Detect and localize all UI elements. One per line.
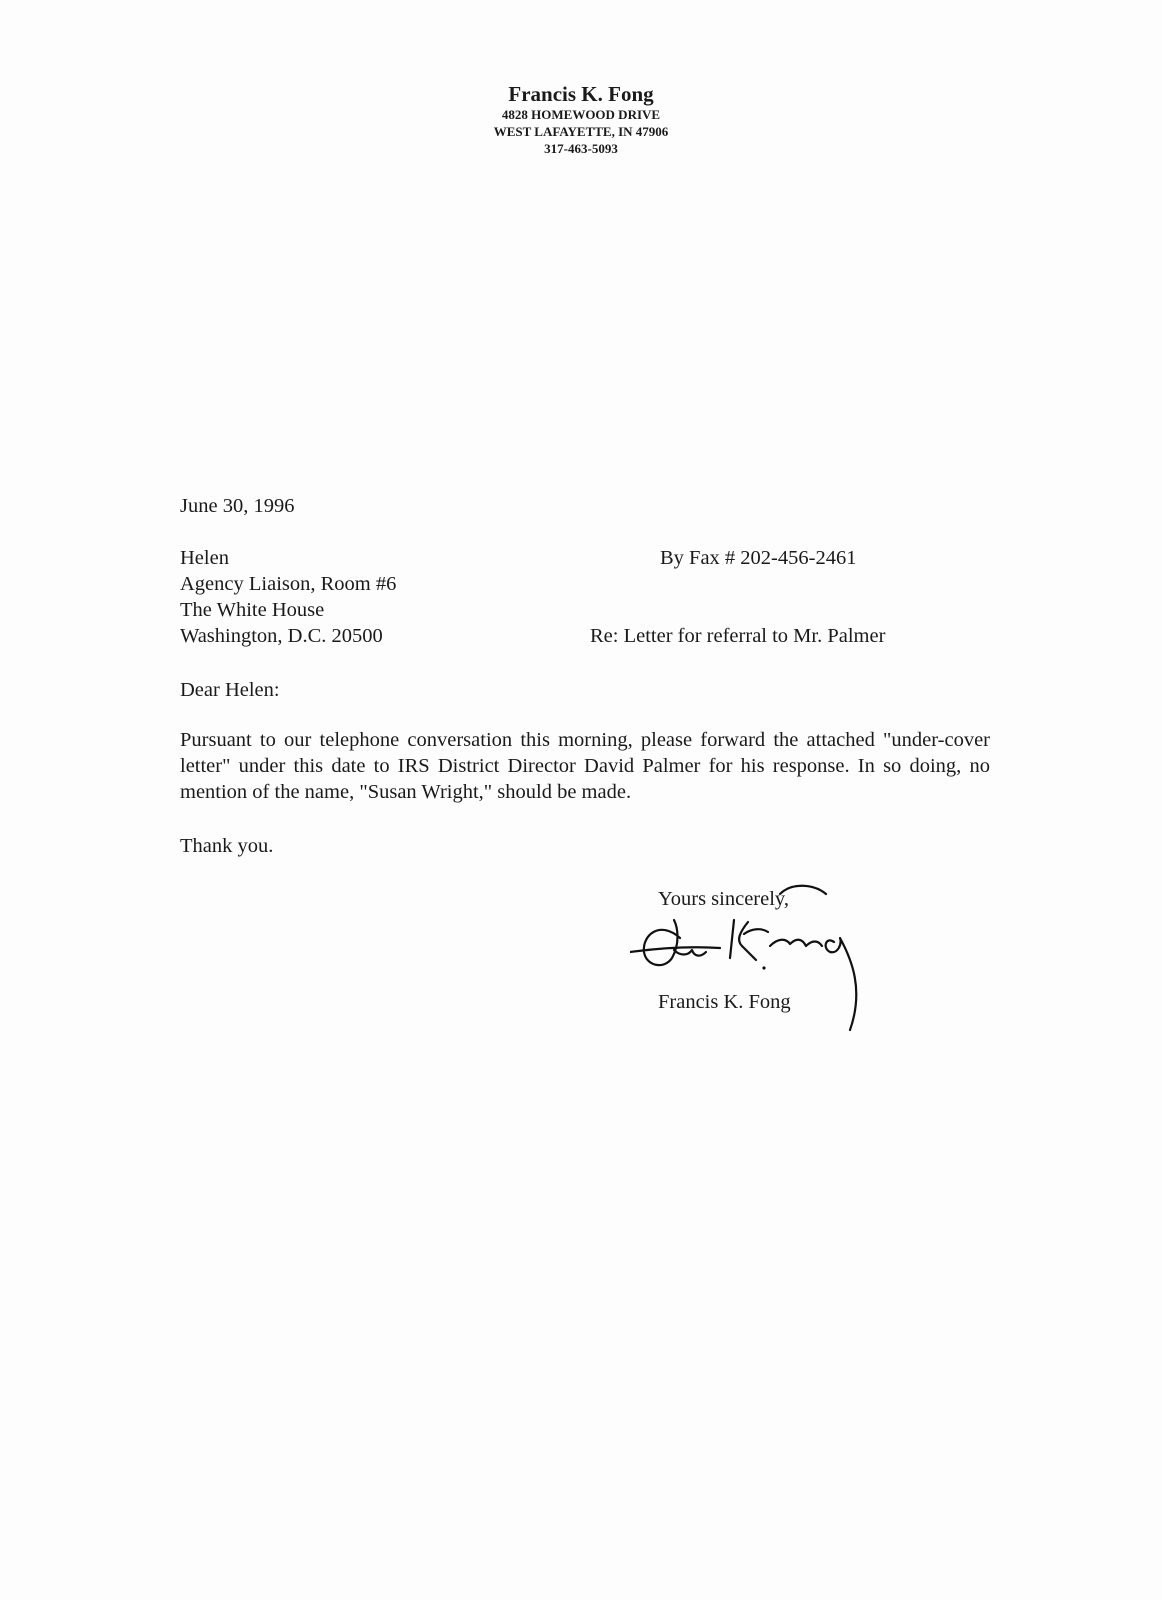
recipient-line3: Washington, D.C. 20500 [180,625,383,647]
fax-number: By Fax # 202-456-2461 [660,547,857,569]
recipient-line2: The White House [180,599,325,621]
salutation: Dear Helen: [180,679,280,701]
recipient-name: Helen [180,547,229,569]
signer-name: Francis K. Fong [658,991,791,1013]
letterhead-name: Francis K. Fong [508,82,654,106]
thanks-line: Thank you. [180,835,274,857]
recipient-line1: Agency Liaison, Room #6 [180,573,397,595]
letter-date: June 30, 1996 [180,495,295,517]
closing-line: Yours sincerely, [658,888,789,910]
body-paragraph: Pursuant to our telephone conversation this morning, please forward the attached "under-cover letter" under this date to IRS District Director David Palmer for his response. In so doing, no mention of the name, "Susan Wright," should be made. [180,729,990,803]
letterhead [0,82,1162,157]
letterhead-street: 4828 HOMEWOOD DRIVE [501,107,661,122]
handwritten-signature [630,880,890,1060]
recipient-address [180,545,396,649]
letterhead-city: WEST LAFAYETTE, IN 47906 [493,124,669,139]
letterhead-phone: 317-463-5093 [544,141,618,156]
subject-line: Re: Letter for referral to Mr. Palmer [590,625,886,647]
